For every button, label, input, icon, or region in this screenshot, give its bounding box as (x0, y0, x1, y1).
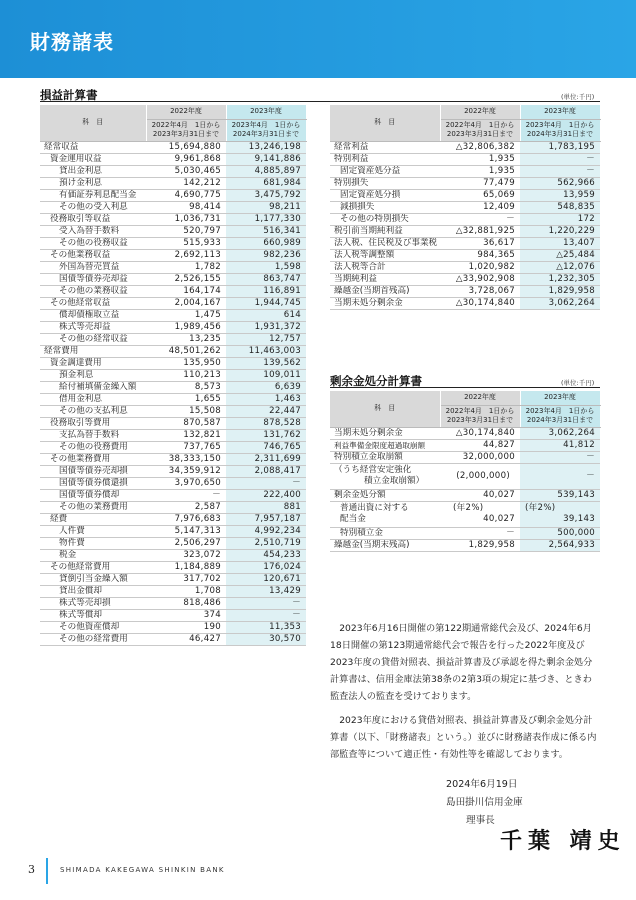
value-2023: 172 (520, 213, 600, 225)
table-row (330, 249, 600, 261)
period-2022: 2022年4月 1日から 2023年3月31日まで (146, 119, 226, 141)
table-row (40, 489, 306, 501)
value-2023: 1,829,958 (520, 285, 600, 297)
row-label: その他業務収益 (40, 249, 146, 261)
row-label: 当期純利益 (330, 273, 440, 285)
table-row (40, 321, 306, 333)
value-2022: － (146, 489, 226, 501)
table-row (40, 417, 306, 429)
table-row (40, 381, 306, 393)
value-2023: 1,598 (226, 261, 306, 273)
value-2022: 12,409 (440, 201, 520, 213)
value-2022: 2,004,167 (146, 297, 226, 309)
review-paragraph: 2023年度における貸借対照表、損益計算書及び剰余金処分計算書（以下、「財務諸表」という。）並びに財務諸表作成に係る内部監査等について適正性・有効性等を確認しております。 (330, 715, 597, 760)
representative-title: 理事長 (466, 815, 495, 826)
table-row (40, 333, 306, 345)
row-label: 資金運用収益 (40, 153, 146, 165)
row-label: 普通出資に対する 配当金 (330, 501, 440, 527)
table-row (330, 225, 600, 237)
row-label: 給付補填備金繰入額 (40, 381, 146, 393)
value-2023: 13,429 (226, 585, 306, 597)
value-2022: － (440, 527, 520, 539)
value-2022: 1,036,731 (146, 213, 226, 225)
period-2023: 2023年4月 1日から 2024年3月31日まで (520, 119, 600, 141)
value-2022: △30,174,840 (440, 297, 520, 309)
row-label: 当期未処分剰余金 (330, 427, 440, 439)
row-label: 法人税等合計 (330, 261, 440, 273)
row-label: 国債等債券売却益 (40, 273, 146, 285)
value-2023: 6,639 (226, 381, 306, 393)
value-2023: － (520, 165, 600, 177)
value-2023: 878,528 (226, 417, 306, 429)
value-2022: 48,501,262 (146, 345, 226, 357)
value-2022: 190 (146, 621, 226, 633)
row-label: 当期未処分剰余金 (330, 297, 440, 309)
row-label: 経費 (40, 513, 146, 525)
row-label: その他の役務費用 (40, 441, 146, 453)
value-2022: 164,174 (146, 285, 226, 297)
signing-date: 2024年6月19日 (446, 779, 518, 790)
value-2022: 110,213 (146, 369, 226, 381)
row-label: その他の役務収益 (40, 237, 146, 249)
column-header-item: 科 目 (330, 105, 440, 141)
row-label: 貸出金利息 (40, 165, 146, 177)
value-2023: 7,957,187 (226, 513, 306, 525)
row-label: その他業務費用 (40, 453, 146, 465)
value-2023: 4,992,234 (226, 525, 306, 537)
value-2022: 44,827 (440, 439, 520, 451)
value-2023: △25,484 (520, 249, 600, 261)
table-row (40, 573, 306, 585)
row-label: 預金利息 (40, 369, 146, 381)
row-label: その他経常費用 (40, 561, 146, 573)
value-2023: 516,341 (226, 225, 306, 237)
table-row (40, 225, 306, 237)
table-row (40, 453, 306, 465)
table-row (40, 309, 306, 321)
value-2022: 5,030,465 (146, 165, 226, 177)
table-row (330, 489, 600, 501)
row-label: 特別利益 (330, 153, 440, 165)
row-label: 支払為替手数料 (40, 429, 146, 441)
table-row (40, 585, 306, 597)
table-row (40, 213, 306, 225)
value-2022: 34,359,912 (146, 465, 226, 477)
table-row (330, 451, 600, 463)
table-row (330, 189, 600, 201)
value-2022: 15,694,880 (146, 141, 226, 153)
value-2023: 1,220,229 (520, 225, 600, 237)
surplus-unit-label: (単位:千円) (561, 379, 595, 387)
value-2022: 1,655 (146, 393, 226, 405)
value-2022: 132,821 (146, 429, 226, 441)
row-label: 外国為替売買益 (40, 261, 146, 273)
column-header-2023: 2023年度 (226, 105, 306, 119)
value-2022: 1,989,456 (146, 321, 226, 333)
value-2022: 8,573 (146, 381, 226, 393)
value-2023: 1,944,745 (226, 297, 306, 309)
row-label: その他の業務収益 (40, 285, 146, 297)
row-label: 繰越金(当期末残高) (330, 539, 440, 551)
value-2022: (年2%) 40,027 (440, 501, 520, 527)
value-2023: 3,062,264 (520, 297, 600, 309)
table-row (330, 141, 600, 153)
value-2023: － (226, 477, 306, 489)
table-row (40, 261, 306, 273)
value-2022: 1,935 (440, 153, 520, 165)
table-row (330, 201, 600, 213)
value-2022: 1,829,958 (440, 539, 520, 551)
row-label: 特別積立金取崩額 (330, 451, 440, 463)
value-2022: 818,486 (146, 597, 226, 609)
table-row (330, 527, 600, 539)
table-row (40, 561, 306, 573)
table-row (330, 501, 600, 527)
row-label: 国債等債券売却損 (40, 465, 146, 477)
table-row (40, 237, 306, 249)
column-header-2022: 2022年度 (440, 105, 520, 119)
row-label: 借用金利息 (40, 393, 146, 405)
row-label: 貸倒引当金繰入額 (40, 573, 146, 585)
value-2023: △12,076 (520, 261, 600, 273)
footer-bank-name: SHIMADA KAKEGAWA SHINKIN BANK (60, 866, 225, 874)
value-2022: 374 (146, 609, 226, 621)
table-row (330, 539, 600, 551)
surplus-title: 剰余金処分計算書 (330, 374, 422, 388)
column-header-2022: 2022年度 (146, 105, 226, 119)
value-2022: 2,526,155 (146, 273, 226, 285)
value-2023: 863,747 (226, 273, 306, 285)
period-2023: 2023年4月 1日から 2024年3月31日まで (520, 405, 600, 427)
value-2022: 40,027 (440, 489, 520, 501)
value-2023: 9,141,886 (226, 153, 306, 165)
value-2022: 515,933 (146, 237, 226, 249)
table-row (40, 441, 306, 453)
row-label: 貸出金償却 (40, 585, 146, 597)
value-2022: 15,508 (146, 405, 226, 417)
value-2023: 681,984 (226, 177, 306, 189)
table-row (40, 165, 306, 177)
value-2023: － (520, 451, 600, 463)
row-label: 利益準備金限度超過取崩額 (330, 439, 440, 451)
table-row (330, 165, 600, 177)
value-2022: 1,020,982 (440, 261, 520, 273)
table-row (40, 405, 306, 417)
table-row (40, 465, 306, 477)
value-2022: 46,427 (146, 633, 226, 645)
row-label: その他資産償却 (40, 621, 146, 633)
value-2023: 562,966 (520, 177, 600, 189)
value-2023: 881 (226, 501, 306, 513)
table-row (40, 345, 306, 357)
value-2022: △32,881,925 (440, 225, 520, 237)
table-row (40, 429, 306, 441)
row-label: 経常収益 (40, 141, 146, 153)
value-2023: 982,236 (226, 249, 306, 261)
value-2023: 1,463 (226, 393, 306, 405)
page-header (0, 0, 636, 78)
value-2022: 3,728,067 (440, 285, 520, 297)
value-2023: 539,143 (520, 489, 600, 501)
value-2023: 11,353 (226, 621, 306, 633)
row-label: 税引前当期純利益 (330, 225, 440, 237)
table-row (40, 477, 306, 489)
value-2022: 9,961,868 (146, 153, 226, 165)
value-2022: 1,184,889 (146, 561, 226, 573)
row-label: 資金調達費用 (40, 357, 146, 369)
value-2022: △30,174,840 (440, 427, 520, 439)
value-2022: 36,617 (440, 237, 520, 249)
organization-name: 島田掛川信用金庫 (446, 797, 523, 808)
income-statement-left-table (40, 105, 307, 646)
value-2023: 176,024 (226, 561, 306, 573)
table-row (330, 427, 600, 439)
value-2022: 38,333,150 (146, 453, 226, 465)
value-2022: 32,000,000 (440, 451, 520, 463)
value-2022: － (440, 213, 520, 225)
value-2022: 1,475 (146, 309, 226, 321)
row-label: 固定資産処分損 (330, 189, 440, 201)
table-row (40, 201, 306, 213)
value-2022: 77,479 (440, 177, 520, 189)
value-2023: － (226, 597, 306, 609)
value-2023: 120,671 (226, 573, 306, 585)
table-row (40, 369, 306, 381)
value-2023: 614 (226, 309, 306, 321)
row-label: 固定資産処分益 (330, 165, 440, 177)
handwritten-signature: 千葉 靖史 (500, 828, 626, 854)
value-2022: 870,587 (146, 417, 226, 429)
row-label: 株式等売却益 (40, 321, 146, 333)
value-2022: 1,708 (146, 585, 226, 597)
value-2023: 41,812 (520, 439, 600, 451)
value-2022: 2,506,297 (146, 537, 226, 549)
row-label: 役務取引等費用 (40, 417, 146, 429)
value-2023: 454,233 (226, 549, 306, 561)
row-label: 国債等債券償却 (40, 489, 146, 501)
row-label: 預け金利息 (40, 177, 146, 189)
value-2023: 1,232,305 (520, 273, 600, 285)
value-2022: (2,000,000) (440, 463, 520, 489)
value-2023: 30,570 (226, 633, 306, 645)
table-row (40, 357, 306, 369)
value-2023: 746,765 (226, 441, 306, 453)
table-row (330, 213, 600, 225)
value-2022: 2,692,113 (146, 249, 226, 261)
table-row (330, 153, 600, 165)
value-2023: 22,447 (226, 405, 306, 417)
row-label: その他の経常費用 (40, 633, 146, 645)
row-label: その他経常収益 (40, 297, 146, 309)
table-row (40, 597, 306, 609)
value-2023: (年2%) 39,143 (520, 501, 600, 527)
value-2022: 984,365 (440, 249, 520, 261)
column-header-2023: 2023年度 (520, 391, 600, 405)
table-row (40, 633, 306, 645)
value-2023: 3,475,792 (226, 189, 306, 201)
column-header-2022: 2022年度 (440, 391, 520, 405)
row-label: その他の業務費用 (40, 501, 146, 513)
value-2022: 1,935 (440, 165, 520, 177)
value-2022: 4,690,775 (146, 189, 226, 201)
row-label: 特別積立金 (330, 527, 440, 539)
period-2022: 2022年4月 1日から 2023年3月31日まで (440, 405, 520, 427)
column-header-2023: 2023年度 (520, 105, 600, 119)
value-2023: 98,211 (226, 201, 306, 213)
value-2022: △32,806,382 (440, 141, 520, 153)
row-label: 税金 (40, 549, 146, 561)
unit-label: (単位:千円) (561, 93, 595, 101)
period-2022: 2022年4月 1日から 2023年3月31日まで (440, 119, 520, 141)
period-2023: 2023年4月 1日から 2024年3月31日まで (226, 119, 306, 141)
surplus-table (330, 391, 601, 552)
table-row (330, 463, 600, 489)
income-statement-rule (40, 101, 600, 102)
table-row (40, 153, 306, 165)
income-statement-title: 損益計算書 (40, 88, 98, 102)
row-label: 株式等売却損 (40, 597, 146, 609)
row-label: 減損損失 (330, 201, 440, 213)
value-2022: 135,950 (146, 357, 226, 369)
value-2022: 142,212 (146, 177, 226, 189)
table-row (40, 513, 306, 525)
row-label: 経常費用 (40, 345, 146, 357)
row-label: 国債等債券償還損 (40, 477, 146, 489)
row-label: 株式等償却 (40, 609, 146, 621)
row-label: 剰余金処分額 (330, 489, 440, 501)
row-label: （うち経営安定強化 積立金取崩額） (330, 463, 440, 489)
table-row (40, 249, 306, 261)
audit-paragraph: 2023年6月16日開催の第122期通常総代会及び、2024年6月18日開催の第123期通常総代会で報告を行った2022年度及び2023年度の貸借対照表、損益計算書及び承認を得た剰余金処分計算書は、信用金庫法第38条の2第3項の規定に基づき、ときわ監査法人の監査を受けております。 (330, 623, 593, 702)
table-row (40, 285, 306, 297)
table-row (40, 501, 306, 513)
table-row (330, 439, 600, 451)
row-label: 法人税、住民税及び事業税 (330, 237, 440, 249)
table-row (40, 177, 306, 189)
value-2023: 2,311,699 (226, 453, 306, 465)
row-label: 物件費 (40, 537, 146, 549)
value-2023: 660,989 (226, 237, 306, 249)
row-label: その他の受入利息 (40, 201, 146, 213)
surplus-rule (330, 387, 600, 388)
value-2023: 131,762 (226, 429, 306, 441)
value-2022: 1,782 (146, 261, 226, 273)
value-2023: 222,400 (226, 489, 306, 501)
table-row (330, 237, 600, 249)
value-2022: 2,587 (146, 501, 226, 513)
value-2022: △33,902,908 (440, 273, 520, 285)
value-2023: 1,177,330 (226, 213, 306, 225)
value-2023: 548,835 (520, 201, 600, 213)
table-row (40, 273, 306, 285)
row-label: 経常利益 (330, 141, 440, 153)
income-statement-right-table (330, 105, 601, 310)
value-2022: 98,414 (146, 201, 226, 213)
page-number: 3 (28, 863, 35, 876)
value-2023: 3,062,264 (520, 427, 600, 439)
value-2022: 5,147,313 (146, 525, 226, 537)
table-row (40, 621, 306, 633)
value-2023: 2,564,933 (520, 539, 600, 551)
value-2023: － (226, 609, 306, 621)
column-header-item: 科 目 (40, 105, 146, 141)
value-2022: 65,069 (440, 189, 520, 201)
value-2023: 139,562 (226, 357, 306, 369)
table-row (40, 393, 306, 405)
value-2023: 12,757 (226, 333, 306, 345)
row-label: 繰越金(当期首残高) (330, 285, 440, 297)
row-label: 償却債権取立益 (40, 309, 146, 321)
value-2022: 520,797 (146, 225, 226, 237)
value-2022: 323,072 (146, 549, 226, 561)
table-row (330, 273, 600, 285)
value-2023: 13,959 (520, 189, 600, 201)
table-row (40, 609, 306, 621)
table-row (330, 177, 600, 189)
table-row (40, 141, 306, 153)
footer-divider (46, 858, 48, 884)
table-row (40, 189, 306, 201)
table-row (330, 297, 600, 309)
value-2023: 11,463,003 (226, 345, 306, 357)
table-row (40, 297, 306, 309)
row-label: 受入為替手数料 (40, 225, 146, 237)
value-2023: 1,783,195 (520, 141, 600, 153)
value-2023: 13,246,198 (226, 141, 306, 153)
row-label: その他の経常収益 (40, 333, 146, 345)
value-2023: － (520, 153, 600, 165)
table-row (330, 285, 600, 297)
value-2022: 3,970,650 (146, 477, 226, 489)
value-2023: 2,510,719 (226, 537, 306, 549)
value-2022: 13,235 (146, 333, 226, 345)
row-label: 特別損失 (330, 177, 440, 189)
table-row (330, 261, 600, 273)
row-label: その他の支払利息 (40, 405, 146, 417)
row-label: 役務取引等収益 (40, 213, 146, 225)
table-row (40, 549, 306, 561)
value-2023: 13,407 (520, 237, 600, 249)
row-label: 法人税等調整額 (330, 249, 440, 261)
value-2022: 317,702 (146, 573, 226, 585)
value-2023: － (520, 463, 600, 489)
value-2023: 500,000 (520, 527, 600, 539)
page-title: 財務諸表 (30, 30, 114, 54)
value-2022: 737,765 (146, 441, 226, 453)
table-row (40, 525, 306, 537)
value-2023: 1,931,372 (226, 321, 306, 333)
row-label: 有価証券利息配当金 (40, 189, 146, 201)
value-2022: 7,976,683 (146, 513, 226, 525)
column-header-item: 科 目 (330, 391, 440, 427)
value-2023: 116,891 (226, 285, 306, 297)
value-2023: 2,088,417 (226, 465, 306, 477)
value-2023: 4,885,897 (226, 165, 306, 177)
table-row (40, 537, 306, 549)
row-label: その他の特別損失 (330, 213, 440, 225)
value-2023: 109,011 (226, 369, 306, 381)
row-label: 人件費 (40, 525, 146, 537)
